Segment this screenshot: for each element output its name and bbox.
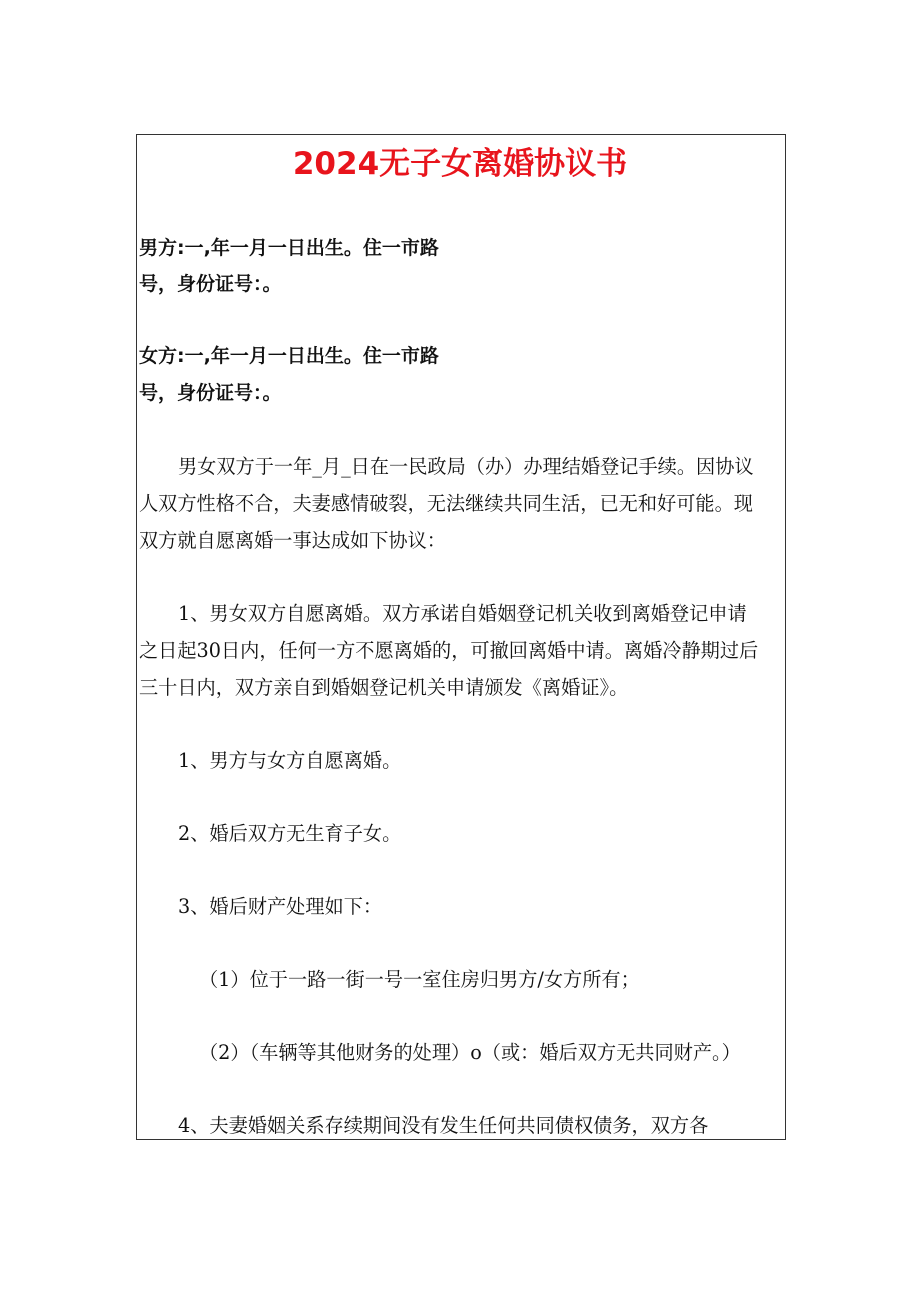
- clause-4: 4、夫妻婚姻关系存续期间没有发生任何共同债权债务，双方各: [178, 1114, 709, 1137]
- clause-1: 1、男方与女方自愿离婚。: [178, 749, 402, 772]
- clause-3-item-1: （1）位于一路一街一号一室住房归男方/女方所有；: [199, 968, 640, 991]
- clause-3: 3、婚后财产处理如下：: [178, 895, 383, 918]
- intro-line-2: 人双方性格不合，夫妻感情破裂，无法继续共同生活，已无和好可能。现: [139, 492, 753, 515]
- clause-a-line-1: 1、男女双方自愿离婚。双方承诺自婚姻登记机关收到离婚登记申请: [178, 602, 747, 625]
- female-info-line-2: 号，身份证号：。: [139, 382, 282, 404]
- male-info-line-1: 男方:一,年一月一日出生。住一市路: [139, 237, 439, 259]
- document-title: 2024无子女离婚协议书: [292, 146, 628, 182]
- intro-line-1: 男女双方于一年_月_日在一民政局（办）办理结婚登记手续。因协议: [178, 455, 754, 478]
- intro-line-3: 双方就自愿离婚一事达成如下协议：: [139, 529, 446, 552]
- clause-a-line-3: 三十日内，双方亲自到婚姻登记机关申请颁发《离婚证》。: [139, 676, 629, 699]
- male-info-line-2: 号，身份证号：。: [139, 273, 282, 295]
- clause-3-item-2: （2）（车辆等其他财务的处理）o（或：婚后双方无共同财产。）: [199, 1041, 741, 1064]
- female-info-line-1: 女方:一,年一月一日出生。住一市路: [139, 345, 439, 367]
- clause-a-line-2: 之日起30日内，任何一方不愿离婚的，可撤回离婚中请。离婚冷静期过后: [139, 639, 759, 662]
- clause-2: 2、婚后双方无生育子女。: [178, 822, 402, 845]
